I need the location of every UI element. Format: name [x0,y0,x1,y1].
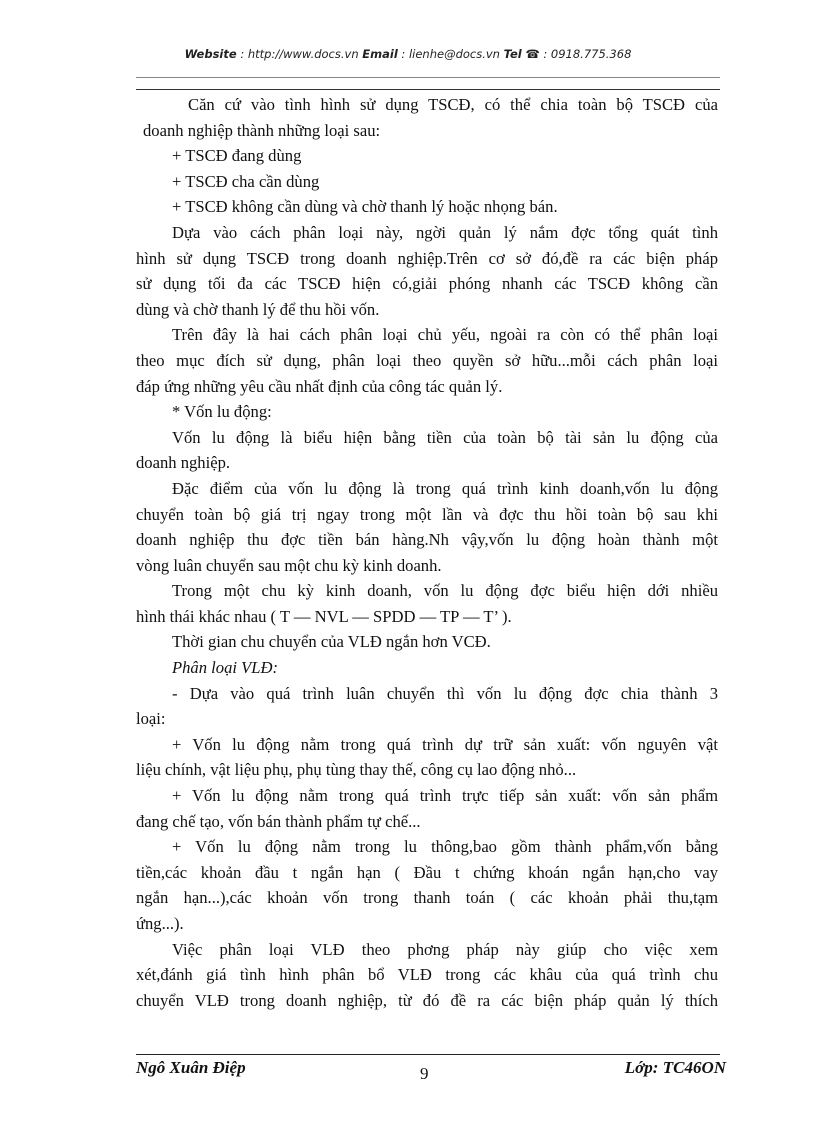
text-line: + TSCĐ đang dùng [172,146,302,166]
text-line: + Vốn lu động nằm trong quá trình dự trữ sản xuất: vốn nguyên vật [172,734,718,754]
tel-label: Tel [503,47,522,61]
text-line: tiền,các khoản đầu t ngắn hạn ( Đầu t chứng khoán ngắn hạn,cho vay [136,862,718,882]
header-divider [136,77,720,78]
text-line: - Dựa vào quá trình luân chuyển thì vốn lu động đợc chia thành 3 [172,683,718,703]
text-line: Trên đây là hai cách phân loại chủ yếu, ngoài ra còn có thể phân loại [172,325,718,345]
text-line: Dựa vào cách phân loại này, ngời quản lý nắm đợc tổng quát tình [172,222,718,242]
text-line: Thời gian chu chuyển của VLĐ ngắn hơn VCĐ. [172,632,491,652]
text-line: vòng luân chuyển sau một chu kỳ kinh doanh. [136,555,442,575]
page-header [0,47,816,61]
text-line: đang chế tạo, vốn bán thành phẩm tự chế... [136,811,421,831]
text-line: + TSCĐ cha cần dùng [172,171,320,191]
text-line: Phân loại VLĐ: [172,658,279,678]
text-line: ngắn hạn...),các khoản vốn trong thanh toán ( các khoản phải thu,tạm [136,888,718,908]
phone-icon: ☎ [525,47,540,61]
text-line: Vốn lu động là biểu hiện bằng tiền của toàn bộ tài sản lu động của [172,427,718,447]
text-line: doanh nghiệp. [136,453,231,473]
text-line: doanh nghiệp thu đợc tiền bán hàng.Nh vậy,vốn lu động hoàn thành một [136,530,718,550]
text-line: doanh nghiệp thành những loại sau: [143,120,381,140]
text-line: Đặc điểm của vốn lu động là trong quá trình kinh doanh,vốn lu động [172,478,718,498]
email-label: Email [362,47,398,61]
footer-class: Lớp: TC46ON [624,1058,726,1077]
footer-author: Ngô Xuân Điệp [136,1058,246,1077]
text-line: + TSCĐ không cần dùng và chờ thanh lý hoặc nhọng bán. [172,197,558,217]
text-line: xét,đánh giá tình hình phân bổ VLĐ trong các khâu của quá trình chu [136,965,718,985]
tel-value: : 0918.775.368 [539,47,632,61]
page-number: 9 [420,1064,429,1083]
text-line: chuyển toàn bộ giá trị ngay trong một lần và đợc thu hồi toàn bộ sau khi [136,504,718,524]
email-link[interactable]: : lienhe@docs.vn [397,47,504,61]
text-line: ứng...). [136,914,184,933]
text-line: Trong một chu kỳ kinh doanh, vốn lu động đợc biểu hiện dới nhiều [172,581,718,601]
text-line: loại: [136,709,166,729]
text-line: chuyển VLĐ trong doanh nghiệp, từ đó đề ra các biện pháp quản lý thích [136,990,718,1010]
header-divider-bold [136,89,720,90]
text-line: đáp ứng những yêu cầu nhất định của công tác quản lý. [136,376,503,396]
text-line: Căn cứ vào tình hình sử dụng TSCĐ, có thể chia toàn bộ TSCĐ của [188,95,718,114]
text-line: dùng và chờ thanh lý để thu hồi vốn. [136,299,380,319]
text-line: Việc phân loại VLĐ theo phơng pháp này giúp cho việc xem [172,939,718,959]
text-line: liệu chính, vật liệu phụ, phụ tùng thay thế, công cụ lao động nhỏ... [136,760,577,780]
footer-divider [136,1054,720,1055]
document-body [136,92,718,1013]
text-line: hình sử dụng TSCĐ trong doanh nghiệp.Trên cơ sở đó,đề ra các biện pháp [136,248,718,268]
text-line: + Vốn lu động nằm trong quá trình trực tiếp sản xuất: vốn sản phẩm [172,786,718,806]
text-line: theo mục đích sử dụng, phân loại theo quyền sở hữu...mỗi cách phân loại [136,350,718,370]
website-link[interactable]: : http://www.docs.vn [236,47,363,61]
text-line: hình thái khác nhau ( T — NVL — SPDD — TP — T’ ). [136,606,512,626]
website-label: Website [184,47,237,61]
text-line: * Vốn lu động: [172,402,272,422]
text-line: sử dụng tối đa các TSCĐ hiện có,giải phóng nhanh các TSCĐ không cần [136,274,718,294]
text-line: + Vốn lu động nằm trong lu thông,bao gồm thành phẩm,vốn bằng [172,837,718,857]
